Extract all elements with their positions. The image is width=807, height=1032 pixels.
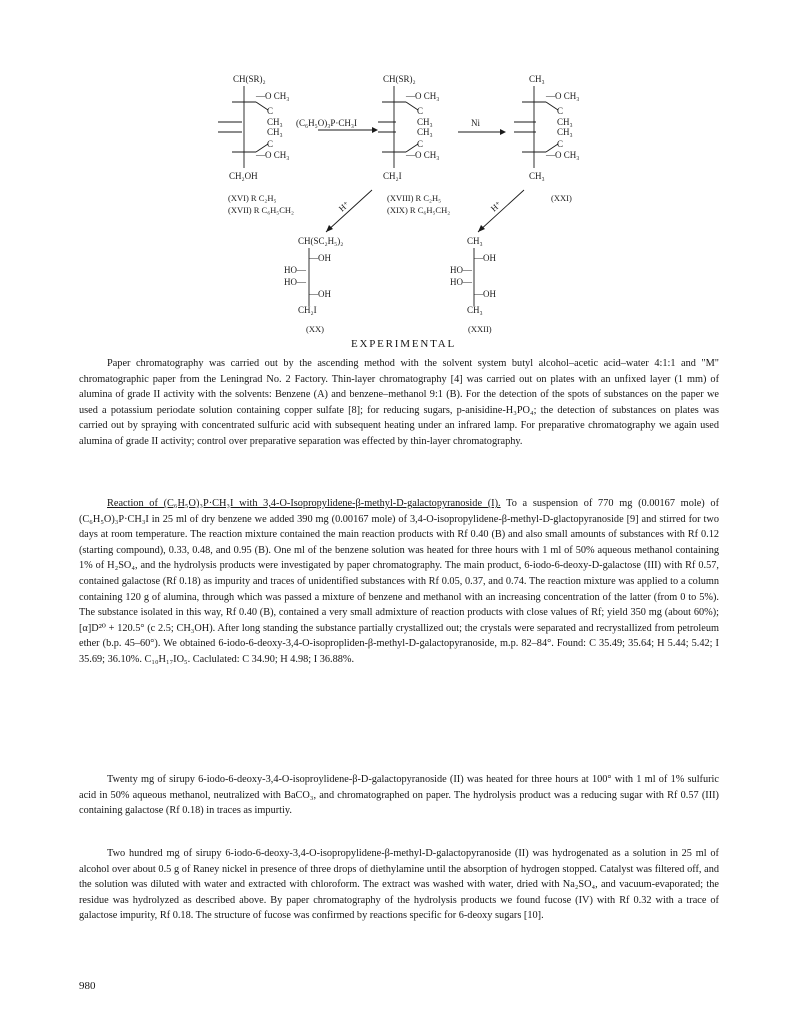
compound-xxii [450, 236, 496, 315]
compound-2-line-2: C [417, 106, 424, 116]
arrow-head-1 [372, 127, 378, 133]
paragraph-reaction-title: Reaction of (C₆H₅O)₃P·CH₃I with 3,4-O-Isopropylidene-β-methyl-D-galactopyranoside (I). [107, 498, 501, 509]
label-xx: (XX) [306, 324, 324, 334]
compound-3-line-2: C [557, 106, 564, 116]
compound-xvi-xvii [218, 74, 289, 181]
compound-3-bottom: CH₃ [529, 171, 545, 181]
compound-3-line-1: —O CH₃ [546, 91, 580, 101]
compound-4-line-4: —OH [309, 289, 331, 299]
acid-label-2: H⁺ [488, 198, 504, 214]
paragraph-reaction [79, 496, 719, 668]
compound-4-line-1: —OH [309, 253, 331, 263]
compound-2-line-1: —O CH₃ [406, 91, 440, 101]
hydrolysis-arrow-1 [326, 190, 372, 232]
compound-2-line-4: CH₃ [417, 127, 433, 137]
compound-1-line-1: —O CH₃ [256, 91, 290, 101]
compound-xx [284, 236, 343, 315]
compound-3-line-4: CH₃ [557, 127, 573, 137]
compound-5-line-4: —OH [474, 289, 496, 299]
compound-2-line-6: —O CH₃ [406, 150, 440, 160]
compound-4-top: CH(SC₂H₅)₂ [298, 236, 344, 246]
label-xix: (XIX) R C₆H₅CH₂ [387, 205, 451, 215]
compound-1-line-3: CH₃ [267, 117, 283, 127]
paragraph-methods [79, 356, 719, 450]
compound-5-top: CH₃ [467, 236, 483, 246]
compound-2-line-3: CH₃ [417, 117, 433, 127]
acid-label-1: H⁺ [336, 198, 352, 214]
compound-5-line-2: HO— [450, 265, 472, 275]
compound-1-line-6: —O CH₃ [256, 150, 290, 160]
compound-4-bottom: CH₂I [298, 305, 317, 315]
page-number: 980 [79, 980, 96, 992]
label-xvii: (XVII) R C₆H₅CH₂ [228, 205, 295, 215]
paragraph-hydrolysis [79, 772, 719, 819]
compound-1-line-4: CH₃ [267, 127, 283, 137]
compound-4-line-2: HO— [284, 265, 306, 275]
compound-1-top: CH(SR)₂ [233, 74, 266, 84]
compound-5-line-3: HO— [450, 277, 472, 287]
section-heading: EXPERIMENTAL [350, 338, 457, 350]
compound-5-bottom: CH₃ [467, 305, 483, 315]
reagent-2-label: Ni [471, 118, 480, 128]
compound-2-bottom: CH₂I [383, 171, 402, 181]
reagent-1-label: (C₆H₅O)₃P·CH₃I [296, 118, 358, 128]
reaction-scheme [0, 0, 807, 340]
compound-2-top: CH(SR)₂ [383, 74, 416, 84]
paragraph-hydrogenation-text: Two hundred mg of sirupy 6-iodo-6-deoxy-3,4-O-isopropylidene-β-methyl-D-galactopyranoside (II) was hydrogenated as a solution in 25 ml of alcohol over about 0.5 g of Raney nickel in presence of three drops of diethylamine until the absorption of hydrogen stopped. Catalyst was filtered off, and the solution was diluted with water and extracted with chloroform. The extract was washed with water, dried with Na₂SO₄, and vacuum-evaporated; the residue was hydrolyzed as described above. By paper chromatography of the hydrolysis products we found fucose (IV) with Rf 0.32 with a trace of galactose impurity, Rf 0.18. The structure of fucose was confirmed by reactions specific for 6-deoxy sugars [10]. [79, 848, 719, 922]
label-xxii: (XXII) [468, 324, 492, 334]
compound-3-line-5: C [557, 139, 564, 149]
paragraph-methods-text: Paper chromatography was carried out by the ascending method with the solvent system butyl alcohol–acetic acid–water 4:1:1 and "M" chromatographic paper from the Leningrad No. 2 Factory. Thin-layer chromatography [4] was carried out on plates with an unfixed layer (1 mm) of alumina of grade II activity with the solvents: Benzene (A) and benzene–methanol 9:1 (B). For the detection of the spots of substances on the paper we used a potassium periodate solution containing copper sulfate [8]; for reducing sugars, p-anisidine-H₃PO₄; the detection of substances on plates was carried out by spraying with concentrated sulfuric acid with subsequent heating under an infrared lamp. For preparative chromatography we again used alumina of grade II activity; control over preparative separation was effected by thin-layer chromatography. [79, 358, 719, 447]
compound-1-line-5: C [267, 139, 274, 149]
compound-2-line-5: C [417, 139, 424, 149]
compound-4-line-3: HO— [284, 277, 306, 287]
compound-3-line-6: —O CH₃ [546, 150, 580, 160]
compound-3-top: CH₃ [529, 74, 545, 84]
compound-5-line-1: —OH [474, 253, 496, 263]
compound-xviii-xix [378, 74, 439, 181]
compound-3-line-3: CH₃ [557, 117, 573, 127]
compound-1-line-2: C [267, 106, 274, 116]
hydrolysis-arrow-2 [478, 190, 524, 232]
label-xviii: (XVIII) R C₂H₅ [387, 193, 442, 203]
label-xvi: (XVI) R C₂H₅ [228, 193, 277, 203]
label-xxi: (XXI) [551, 193, 572, 203]
compound-xxi [514, 74, 579, 181]
arrow-head-2 [500, 129, 506, 135]
compound-1-bottom: CH₂OH [229, 171, 258, 181]
paragraph-hydrolysis-text: Twenty mg of sirupy 6-iodo-6-deoxy-3,4-O-isoproylidene-β-D-galactopyranoside (II) was heated for three hours at 100° with 1 ml of 1% sulfuric acid in 50% aqueous methanol, neutralized with BaCO₃, and chromatographed on paper. The hydrolysis product was a reducing sugar with Rf 0.57 (III) containing galactose (Rf 0.18) in traces as impurtiy. [79, 774, 719, 817]
paragraph-hydrogenation [79, 846, 719, 924]
paragraph-reaction-text: To a suspension of 770 mg (0.00167 mole) of (C₆H₅O)₃P·CH₃I in 25 ml of dry benzene we added 390 mg (0.00167 mole) of 3,4-O-isopropylidene-β-methyl-D-glactopyranoside [9] and stirred for two days at room temperature. The reaction mixture contained the main reaction products with Rf 0.40 (B) and also small amounts of substances with Rf 0.12 (starting compound), 0.33, 0.48, and 0.95 (B). One ml of the benzene solution was heated for three hours with 1 ml of 50% aqueous methanol containing 1% of H₂SO₄, and the hydrolysis products were investigated by paper chromatography. The main product, 6-iodo-6-deoxy-D-galactose (III) with Rf 0.57, contained galactose (Rf 0.18) as impurity and traces of unidentified substances with Rf 0.05, 0.37, and 0.74. The reaction mixture was applied to a column containing 120 g of alumina, through which was passed a mixture of benzene and methanol with an increasing concentration of the latter (from 0 to 5%). The substance isolated in this way, Rf 0.40 (B), contained a very small admixture of reaction products with close values of Rf; yield 350 mg (about 60%); [α]D²⁰ + 120.5° (c 2.5; CH₃OH). After long standing the substance partially crystallized out; the crystals were separated and recrystallized from petroleum ether (b.p. 45–60°). We obtained 6-iodo-6-deoxy-3,4-O-isopropliden-β-methyl-D-galactopyranoside, m.p. 82–84°. Found: C 35.49; 35.64; H 5.44; 5.42; I 35.69; 36.10%. C₁₀H₁₇IO₅. Caclulated: C 34.90; H 4.98; I 36.88%. [79, 498, 719, 665]
